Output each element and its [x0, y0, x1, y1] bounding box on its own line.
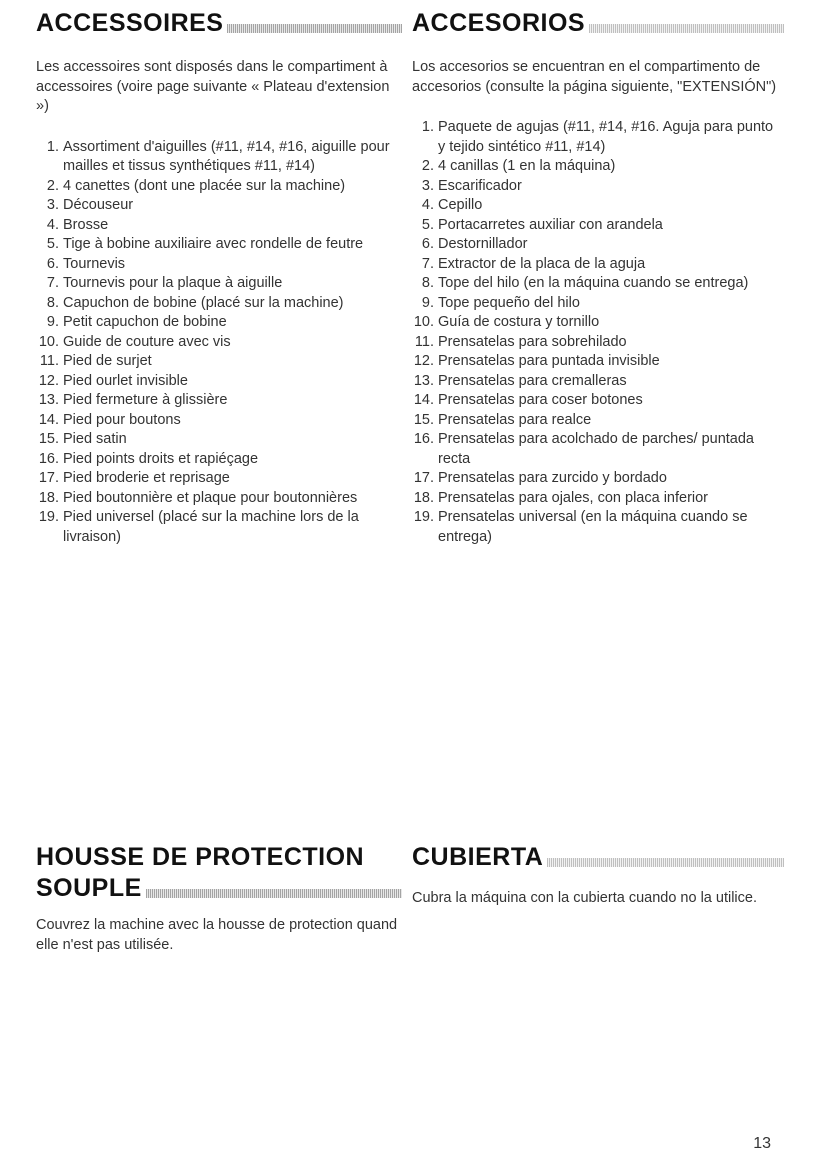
list-item-text: Prensatelas para ojales, con placa inferior — [438, 489, 709, 506]
list-item — [412, 255, 784, 275]
list-item-number: 1. — [421, 119, 434, 135]
list-item-number: 14. — [413, 392, 434, 408]
list-item — [412, 157, 784, 177]
list-item-number: 9. — [421, 294, 434, 311]
list-item — [412, 372, 784, 392]
list-item-number: 19. — [38, 509, 59, 525]
list-item-number: 4. — [46, 216, 59, 233]
cover-section-es — [412, 844, 784, 909]
list-item — [412, 489, 784, 509]
list-item-number: 11. — [39, 353, 59, 369]
list-item-text: Assortiment d'aiguilles (#11, #14, #16, aiguille pour mailles et tissus synthétiques #11, #14) — [63, 138, 390, 174]
list-item-text: Guide de couture avec vis — [63, 333, 231, 350]
accessories-heading-es — [412, 10, 784, 37]
list-item-text: Prensatelas para zurcido y bordado — [438, 470, 667, 486]
list-item — [37, 216, 402, 236]
list-item-text: Tope pequeño del hilo — [438, 294, 580, 311]
list-item-text: Pied fermeture à glissière — [63, 392, 228, 408]
list-item-number: 13. — [413, 372, 434, 389]
heading-rule — [227, 24, 402, 33]
heading-rule — [547, 858, 784, 867]
list-item-text: Découseur — [63, 197, 134, 213]
list-item-text: Pied universel (placé sur la machine lors de la livraison) — [63, 509, 359, 545]
list-item — [37, 352, 402, 372]
list-item-number: 12. — [38, 372, 59, 389]
list-item — [412, 118, 784, 157]
list-item — [37, 313, 402, 333]
list-item-number: 18. — [413, 489, 434, 506]
cover-section-fr — [36, 844, 402, 955]
accessories-intro-fr: Les accessoires sont disposés dans le compartiment à accessoires (voire page suivante « Plateau d'extension ») — [36, 59, 390, 114]
list-item-text: Prensatelas para puntada invisible — [438, 353, 660, 369]
list-item — [37, 489, 402, 509]
list-item-number: 13. — [38, 392, 59, 408]
list-item-number: 11. — [414, 333, 434, 350]
list-item-text: Pied points droits et rapiéçage — [63, 450, 259, 467]
list-item-number: 3. — [421, 177, 434, 194]
list-item-text: Prensatelas para acolchado de parches/ puntada recta — [438, 431, 754, 467]
accessories-heading-fr-text: ACCESSOIRES — [36, 9, 224, 37]
list-item-text: Prensatelas para cremalleras — [438, 372, 627, 389]
list-item-number: 19. — [413, 509, 434, 525]
list-item — [412, 469, 784, 489]
cover-heading-es-text: CUBIERTA — [412, 843, 544, 871]
list-item-text: Extractor de la placa de la aguja — [438, 255, 646, 272]
list-item — [37, 294, 402, 314]
list-item-number: 8. — [46, 294, 59, 311]
list-item-text: Escarificador — [438, 177, 522, 194]
list-item-text: Pied satin — [63, 431, 127, 447]
spanish-column — [412, 0, 784, 906]
list-item-text: Prensatelas para realce — [438, 411, 592, 428]
list-item — [412, 294, 784, 314]
cover-heading-fr-line2-text: SOUPLE — [36, 874, 142, 902]
list-item — [37, 333, 402, 353]
list-item-text: Pied broderie et reprisage — [63, 470, 230, 486]
cover-heading-fr-line1: HOUSSE DE PROTECTION — [36, 843, 365, 871]
list-item-number: 3. — [46, 197, 59, 213]
list-item — [37, 235, 402, 255]
list-item-text: Prensatelas para sobrehilado — [438, 333, 627, 350]
list-item — [412, 391, 784, 411]
list-item — [412, 216, 784, 236]
list-item-text: 4 canillas (1 en la máquina) — [438, 158, 616, 174]
list-item — [412, 313, 784, 333]
list-item-text: Tige à bobine auxiliaire avec rondelle de feutre — [63, 236, 364, 252]
list-item-number: 15. — [38, 431, 59, 447]
accessories-heading-es-text: ACCESORIOS — [412, 9, 586, 37]
list-item-number: 6. — [46, 255, 59, 272]
list-item-text: 4 canettes (dont une placée sur la machine) — [63, 177, 346, 194]
list-item-number: 18. — [38, 489, 59, 506]
list-item-text: Portacarretes auxiliar con arandela — [438, 216, 663, 233]
french-column — [36, 0, 402, 953]
list-item-text: Tope del hilo (en la máquina cuando se entrega) — [438, 275, 749, 291]
list-item — [37, 177, 402, 197]
list-item — [37, 430, 402, 450]
list-item-text: Brosse — [63, 216, 109, 233]
list-item-number: 5. — [46, 236, 59, 252]
list-item-number: 9. — [46, 314, 59, 330]
list-item-number: 1. — [46, 138, 59, 155]
list-item — [37, 391, 402, 411]
list-item — [37, 138, 402, 177]
list-item-number: 15. — [413, 411, 434, 428]
list-item — [412, 235, 784, 255]
list-item — [37, 255, 402, 275]
list-item — [37, 411, 402, 431]
list-item-text: Tournevis — [63, 255, 126, 272]
accessories-intro-es: Los accesorios se encuentran en el compartimento de accesorios (consulte la página siguiente, "EXTENSIÓN") — [412, 59, 777, 95]
list-item-number: 10. — [413, 314, 434, 330]
page-number: 13 — [753, 1135, 771, 1152]
list-item-text: Prensatelas para coser botones — [438, 392, 643, 408]
list-item-number: 5. — [421, 216, 434, 233]
list-item — [37, 372, 402, 392]
list-item-number: 4. — [421, 197, 434, 213]
list-item — [412, 177, 784, 197]
list-item-text: Destornillador — [438, 236, 528, 252]
list-item — [412, 196, 784, 216]
list-item-number: 6. — [421, 236, 434, 252]
list-item — [37, 508, 402, 547]
list-item-text: Cepillo — [438, 197, 483, 213]
list-item-text: Guía de costura y tornillo — [438, 314, 600, 330]
list-item — [37, 196, 402, 216]
list-item-text: Capuchon de bobine (placé sur la machine) — [63, 294, 344, 311]
list-item-number: 17. — [413, 470, 434, 486]
list-item-text: Paquete de agujas (#11, #14, #16. Aguja para punto y tejido sintético #11, #14) — [438, 119, 774, 155]
cover-heading-fr-line2 — [36, 875, 402, 902]
list-item — [412, 274, 784, 294]
heading-rule — [589, 24, 784, 33]
list-item-text: Pied pour boutons — [63, 411, 181, 428]
list-item-text: Pied de surjet — [63, 353, 152, 369]
list-item — [37, 274, 402, 294]
list-item-text: Prensatelas universal (en la máquina cuando se entrega) — [438, 509, 748, 545]
list-item-number: 16. — [413, 431, 434, 447]
accessories-heading-fr — [36, 10, 402, 37]
list-item-number: 14. — [38, 411, 59, 428]
list-item-number: 2. — [46, 177, 59, 194]
cover-heading-es — [412, 844, 784, 871]
list-item — [37, 450, 402, 470]
list-item — [412, 352, 784, 372]
list-item-text: Tournevis pour la plaque à aiguille — [63, 275, 283, 291]
list-item-text: Pied ourlet invisible — [63, 372, 188, 389]
list-item-number: 2. — [421, 158, 434, 174]
cover-text-es: Cubra la máquina con la cubierta cuando no la utilice. — [412, 890, 757, 906]
heading-rule — [146, 889, 402, 898]
list-item — [412, 508, 784, 547]
list-item-text: Pied boutonnière et plaque pour boutonnières — [63, 489, 358, 506]
list-item-number: 8. — [421, 275, 434, 291]
list-item — [412, 333, 784, 353]
list-item-number: 7. — [46, 275, 59, 291]
list-item-number: 16. — [38, 450, 59, 467]
list-item-number: 10. — [38, 333, 59, 350]
list-item — [412, 430, 784, 469]
list-item-number: 7. — [421, 255, 434, 272]
cover-text-fr: Couvrez la machine avec la housse de protection quand elle n'est pas utilisée. — [36, 917, 398, 953]
list-item-number: 17. — [38, 470, 59, 486]
list-item — [412, 411, 784, 431]
accessories-list-es — [412, 118, 784, 547]
list-item — [37, 469, 402, 489]
list-item-text: Petit capuchon de bobine — [63, 314, 227, 330]
accessories-list-fr — [36, 138, 402, 548]
list-item-number: 12. — [413, 353, 434, 369]
